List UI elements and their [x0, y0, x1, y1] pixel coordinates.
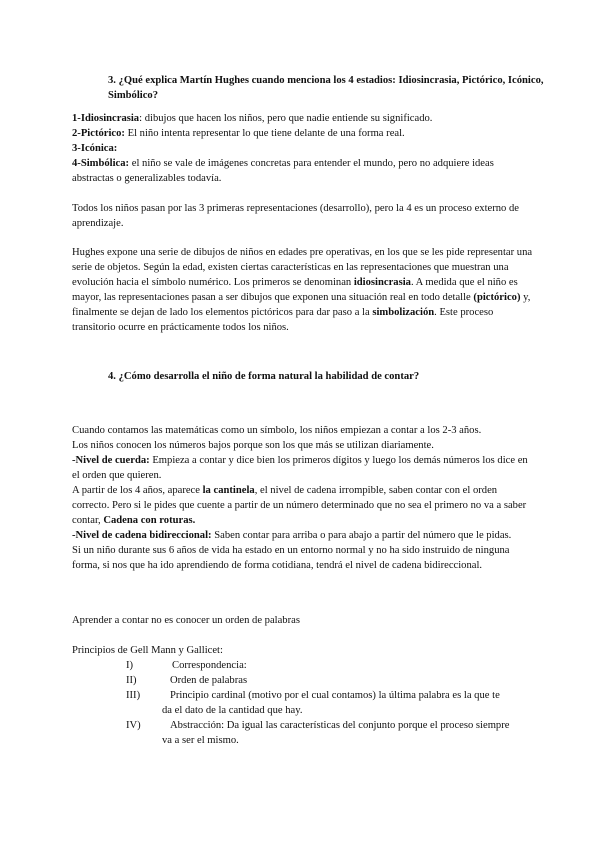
cantinela-text-c: , el nivel de cadena irrompible, saben contar con el orden correcto. Pero si le pides que cuente a partir de un número determinado que no sea el primero no va a saber contar, — [72, 485, 527, 526]
stage-1 — [72, 111, 534, 126]
question-4-title: 4. ¿Cómo desarrolla el niño de forma natural la habilidad de contar? — [108, 371, 420, 382]
nivel-cuerda-label: -Nivel de cuerda: — [72, 455, 150, 466]
stage-1-label: 1-Idiosincrasia — [72, 113, 140, 124]
q3-p2-text-e: y, finalmente se dejan de lado los elementos pictóricos para dar paso a la — [72, 292, 531, 318]
principle-3-text: Principio cardinal (motivo por el cual contamos) la última palabra es la que te — [170, 690, 500, 701]
q4-cantinela — [72, 483, 534, 528]
nivel-bidireccional-text: Saben contar para arriba o para abajo a partir del número que le pidas. — [211, 530, 512, 541]
principle-3-num: III) — [126, 690, 141, 701]
principle-1 — [126, 658, 526, 673]
q4-body — [72, 423, 534, 573]
stage-1-sep: : — [139, 113, 143, 124]
principle-4-num: IV) — [126, 720, 141, 731]
q4-paragraph-2: Los niños conocen los números bajos porque son los que más se utilizan diariamente. — [72, 440, 434, 451]
stage-4-label: 4-Simbólica: — [72, 158, 130, 169]
stage-2-label: 2-Pictórico: — [72, 128, 125, 139]
principle-1-num: I) — [126, 660, 134, 671]
cadena-roturas-bold: Cadena con roturas. — [103, 515, 196, 526]
cantinela-text-a: A partir de los 4 años, aparece — [72, 485, 203, 496]
stage-4-text: el niño se vale de imágenes concretas para entender el mundo, pero no adquiere ideas abstractas o generalizables todavía. — [72, 158, 494, 184]
stage-3 — [72, 141, 534, 156]
q4-nivel-cuerda — [72, 453, 534, 483]
stage-2 — [72, 126, 534, 141]
principle-4 — [126, 718, 526, 733]
stage-3-label: 3-Icónica: — [72, 143, 118, 154]
principle-2-num: II) — [126, 675, 137, 686]
q4-principles-heading: Principios de Gell Mann y Gallicet: — [72, 645, 223, 656]
question-3-title: 3. ¿Qué explica Martín Hughes cuando menciona los 4 estadios: Idiosincrasia, Pictórico, Icónico, Simbólico? — [108, 75, 544, 101]
q3-p2-bold-simbolizacion: simbolización — [372, 307, 435, 318]
principle-2-text: Orden de palabras — [170, 675, 248, 686]
q3-p2-text-c: . A medida que el niño es mayor, las representaciones pasan a ser dibujos que exponen una situación real en todo detalle — [72, 277, 518, 303]
q3-p2-text-g: . Este proceso transitorio ocurre en prácticamente todos los niños. — [72, 307, 494, 333]
stages-list — [72, 111, 534, 186]
principle-4-text: Abstracción: Da igual las características del conjunto porque el proceso siempre — [170, 720, 510, 731]
cantinela-bold: la cantinela — [202, 485, 255, 496]
stage-1-text: dibujos que hacen los niños, pero que nadie entiende su significado. — [142, 113, 433, 124]
principle-3-cont: da el dato de la cantidad que hay. — [162, 705, 303, 716]
principle-3 — [126, 688, 526, 703]
nivel-cuerda-text: Empieza a contar y dice bien los primeros dígitos y luego los demás números los dice en el orden que quieren. — [72, 455, 528, 481]
q4-nivel-bidireccional — [72, 528, 534, 543]
nivel-bidireccional-label: -Nivel de cadena bidireccional: — [72, 530, 212, 541]
q4-paragraph-6: Si un niño durante sus 6 años de vida ha estado en un entorno normal y no ha sido instruido de ninguna forma, si nos que ha ido aprendiendo de forma cotidiana, tendrá el nivel de cadena bidireccional. — [72, 545, 510, 571]
stage-4 — [72, 156, 534, 186]
q3-paragraph-2 — [72, 245, 534, 335]
q3-p2-bold-idiosincrasia: idiosincrasia — [353, 277, 411, 288]
q3-paragraph-1: Todos los niños pasan por las 3 primeras representaciones (desarrollo), pero la 4 es un proceso externo de aprendizaje. — [72, 203, 520, 229]
q3-p2-text-a: Hughes expone una serie de dibujos de niños en edades pre operativas, en los que se les pide representar una serie de objetos. Según la edad, existen ciertas características en las representaciones que muestran una evolución hacia el símbolo numérico. Los primeros se denominan — [72, 247, 533, 288]
principle-4-cont: va a ser el mismo. — [162, 735, 239, 746]
principle-2 — [126, 673, 526, 688]
stage-2-text: El niño intenta representar lo que tiene delante de una forma real. — [124, 128, 405, 139]
q4-paragraph-1: Cuando contamos las matemáticas como un símbolo, los niños empiezan a contar a los 2-3 años. — [72, 425, 482, 436]
q4-paragraph-7: Aprender a contar no es conocer un orden de palabras — [72, 615, 300, 626]
q3-p2-bold-pictorico: (pictórico) — [473, 292, 521, 303]
principle-1-text: Correspondencia: — [172, 660, 247, 671]
